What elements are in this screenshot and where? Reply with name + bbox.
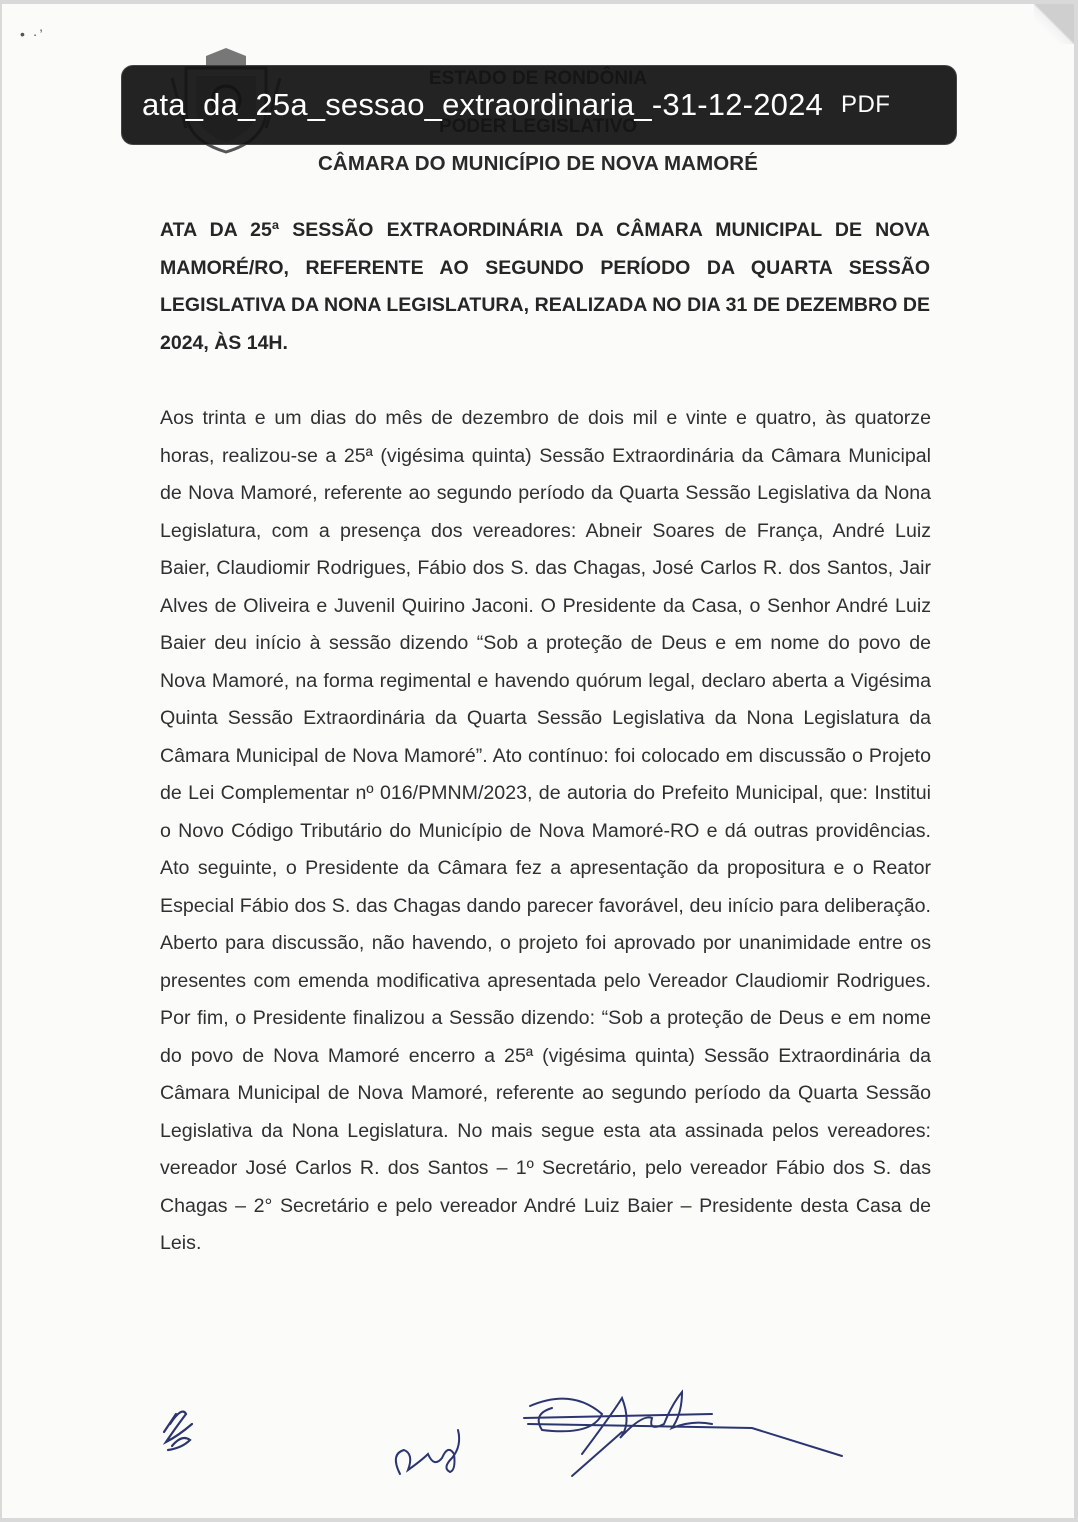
page-corner-fold [1034, 4, 1074, 44]
file-type-badge: PDF [840, 91, 891, 118]
scan-mark: • ·’ [20, 26, 45, 42]
letterhead-chamber: CÂMARA DO MUNICÍPIO DE NOVA MAMORÉ [318, 152, 758, 175]
file-name-label: ata_da_25a_sessao_extraordinaria_-31-12-2024 [142, 87, 823, 122]
signatures [152, 1384, 872, 1494]
signature-secretary-1 [396, 1430, 459, 1474]
signature-president [524, 1392, 842, 1476]
minutes-heading: ATA DA 25ª SESSÃO EXTRAORDINÁRIA DA CÂMARA MUNICIPAL DE NOVA MAMORÉ/RO, REFERENTE AO SEGUNDO PERÍODO DA QUARTA SESSÃO LEGISLATIVA DA NONA LEGISLATURA, REALIZADA NO DIA 31 DE DEZEMBRO DE 2024, ÀS 14H. [160, 219, 930, 354]
pdf-filename-overlay[interactable] [121, 65, 957, 145]
minutes-body: Aos trinta e um dias do mês de dezembro de dois mil e vinte e quatro, às quatorze horas, realizou-se a 25ª (vigésima quinta) Sessão Extraordinária da Câmara Municipal de Nova Mamoré, referente ao segundo período da Quarta Sessão Legislativa da Nona Legislatura, com a presença dos vereadores: Abneir Soares de França, André Luiz Baier, Claudiomir Rodrigues, Fábio dos S. das Chagas, José Carlos R. dos Santos, Jair Alves de Oliveira e Juvenil Quirino Jaconi. O Presidente da Casa, o Senhor André Luiz Baier deu início à sessão dizendo “Sob a proteção de Deus e em nome do povo de Nova Mamoré, na forma regimental e havendo quórum legal, declaro aberta a Vigésima Quinta Sessão Extraordinária da Quarta Sessão Legislativa da Nona Legislatura da Câmara Municipal de Nova Mamoré”. Ato contínuo: foi colocado em discussão o Projeto de Lei Complementar nº 016/PMNM/2023, de autoria do Prefeito Municipal, que: Institui o Novo Código Tributário do Município de Nova Mamoré-RO e dá outras providências. Ato seguinte, o Presidente da Câmara fez a apresentação da propositura e o Reator Especial Fábio dos S. das Chagas dando parecer favorável, deu início para deliberação. Aberto para discussão, não havendo, o projeto foi aprovado por unanimidade entre os presentes com emenda modificativa apresentada pelo Vereador Claudiomir Rodrigues. Por fim, o Presidente finalizou a Sessão dizendo: “Sob a proteção de Deus e em nome do povo de Nova Mamoré encerro a 25ª (vigésima quinta) Sessão Extraordinária da Câmara Municipal de Nova Mamoré, referente ao segundo período da Quarta Sessão Legislativa da Nona Legislatura. No mais segue esta ata assinada pelos vereadores: vereador José Carlos R. dos Santos – 1º Secretário, pelo vereador Fábio dos S. das Chagas – 2° Secretário e pelo vereador André Luiz Baier – Presidente desta Casa de Leis. [160, 407, 931, 1254]
initials-signature [164, 1412, 192, 1450]
document-page [2, 4, 1074, 1518]
